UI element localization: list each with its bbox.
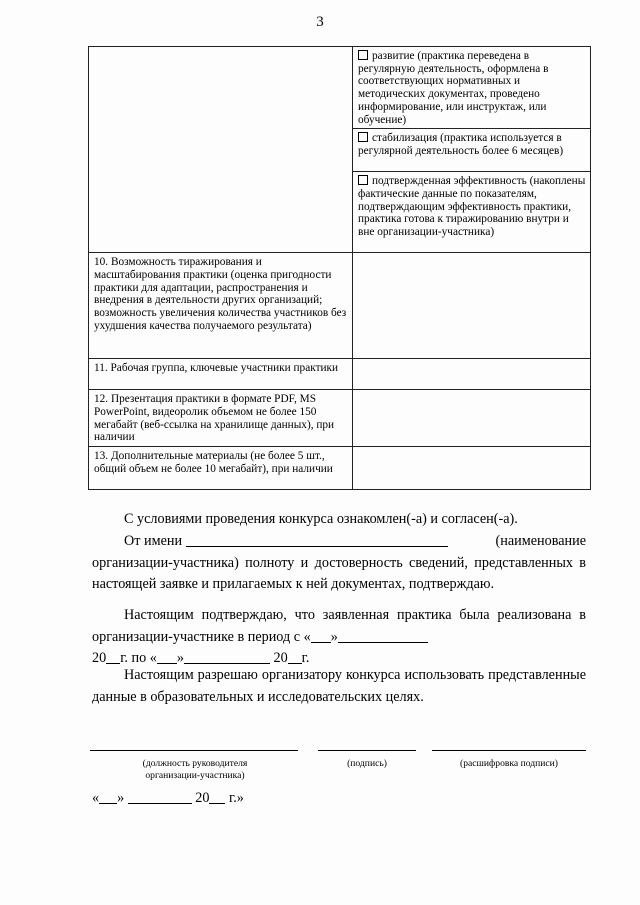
date-day-field[interactable]	[99, 789, 117, 804]
table-row	[89, 447, 591, 490]
signature-line[interactable]	[318, 750, 416, 751]
checkbox-icon[interactable]	[358, 50, 368, 60]
row-label-working-group: 11. Рабочая группа, ключевые участники практики	[89, 359, 353, 390]
permission-paragraph	[92, 665, 586, 708]
stage-option-label: подтвержденная эффективность (накоплены фактические данные по показателям, подтверждающим эффективность практики, практика готова к тиражированию внутри и вне организации-участника)	[358, 175, 586, 239]
quote-close: »	[176, 650, 184, 666]
year-suffix-end: г.	[301, 650, 310, 666]
stage-option-development[interactable]	[353, 47, 591, 129]
checkbox-icon[interactable]	[358, 175, 368, 185]
year-suffix: г.»	[229, 790, 244, 806]
period-end-month-field[interactable]	[184, 649, 270, 664]
from-name-label: От имени	[124, 533, 183, 549]
year-prefix: 20	[273, 650, 288, 666]
stage-option-label: развитие (практика переведена в регулярную деятельность, оформлена в соответствующих нормативных и методических документах, проведено информирование, или инструктаж, или обучение)	[358, 50, 549, 126]
page-number: 3	[316, 14, 324, 30]
row-label-presentation: 12. Презентация практики в формате PDF, MS PowerPoint, видеоролик объемом не более 150 мегабайт (веб-ссылка на хранилище данных), при наличии	[89, 390, 353, 447]
row-label-scalability: 10. Возможность тиражирования и масштабирования практики (оценка пригодности практики для адаптации, распространения и внедрения в деятельности других организаций; возможность увеличения количества участников без ухудшения качества получаемого результата)	[89, 253, 353, 359]
year-suffix-to: г. по «	[120, 650, 157, 666]
date-month-field[interactable]	[128, 789, 192, 804]
stage-option-label: стабилизация (практика используется в регулярной деятельность более 6 месяцев)	[358, 132, 564, 157]
year-prefix: 20	[92, 650, 107, 666]
period-start-day-field[interactable]	[311, 628, 331, 643]
application-table	[88, 46, 591, 490]
row-label-additional-materials: 13. Дополнительные материалы (не более 5 шт., общий объем не более 10 мегабайт), при наличии	[89, 447, 353, 490]
period-text: Настоящим подтверждаю, что заявленная практика была реализована в организации-участнике в период с «	[92, 607, 586, 645]
checkbox-icon[interactable]	[358, 132, 368, 142]
period-paragraph	[92, 605, 586, 670]
period-start-month-field[interactable]	[338, 628, 428, 643]
completeness-text: организации-участника) полноту и достоверность сведений, представленных в настоящей заявке и прилагаемых к ней документах, подтверждаю.	[92, 554, 586, 592]
row-value-presentation[interactable]	[353, 390, 591, 447]
table-row	[89, 47, 591, 129]
stage-option-stabilization[interactable]	[353, 129, 591, 172]
row-value-additional-materials[interactable]	[353, 447, 591, 490]
quote-close: »	[117, 790, 125, 806]
signature-caption: (подпись)	[347, 758, 387, 769]
date-year-field[interactable]	[209, 789, 225, 804]
table-row	[89, 359, 591, 390]
signature-decode-caption: (расшифровка подписи)	[460, 758, 558, 769]
position-caption: (должность руководителя организации-участника)	[142, 758, 248, 781]
agreement-text: С условиями проведения конкурса ознакомлен(-а) и согласен(-а).	[124, 511, 518, 527]
stage-option-proven-effectiveness[interactable]	[353, 172, 591, 253]
position-signature-line[interactable]	[90, 750, 298, 751]
signature-decode-line[interactable]	[432, 750, 586, 751]
row-value-working-group[interactable]	[353, 359, 591, 390]
permission-text: Настоящим разрешаю организатору конкурса использовать представленные данные в образовательных и исследовательских целях.	[92, 667, 586, 705]
period-end-year-field[interactable]	[288, 649, 302, 664]
agreement-paragraph	[92, 509, 586, 531]
period-start-year-field[interactable]	[106, 649, 120, 664]
completeness-paragraph	[92, 531, 586, 596]
table-row	[89, 253, 591, 359]
period-end-day-field[interactable]	[157, 649, 177, 664]
year-prefix: 20	[195, 790, 210, 806]
quote-open: «	[92, 790, 100, 806]
organization-name-field[interactable]	[186, 532, 448, 547]
date-line	[92, 789, 244, 807]
quote-close: »	[330, 628, 338, 645]
table-row	[89, 390, 591, 447]
organization-name-hint: (наименование	[495, 533, 586, 549]
table-cell-empty	[89, 47, 353, 253]
row-value-scalability[interactable]	[353, 253, 591, 359]
